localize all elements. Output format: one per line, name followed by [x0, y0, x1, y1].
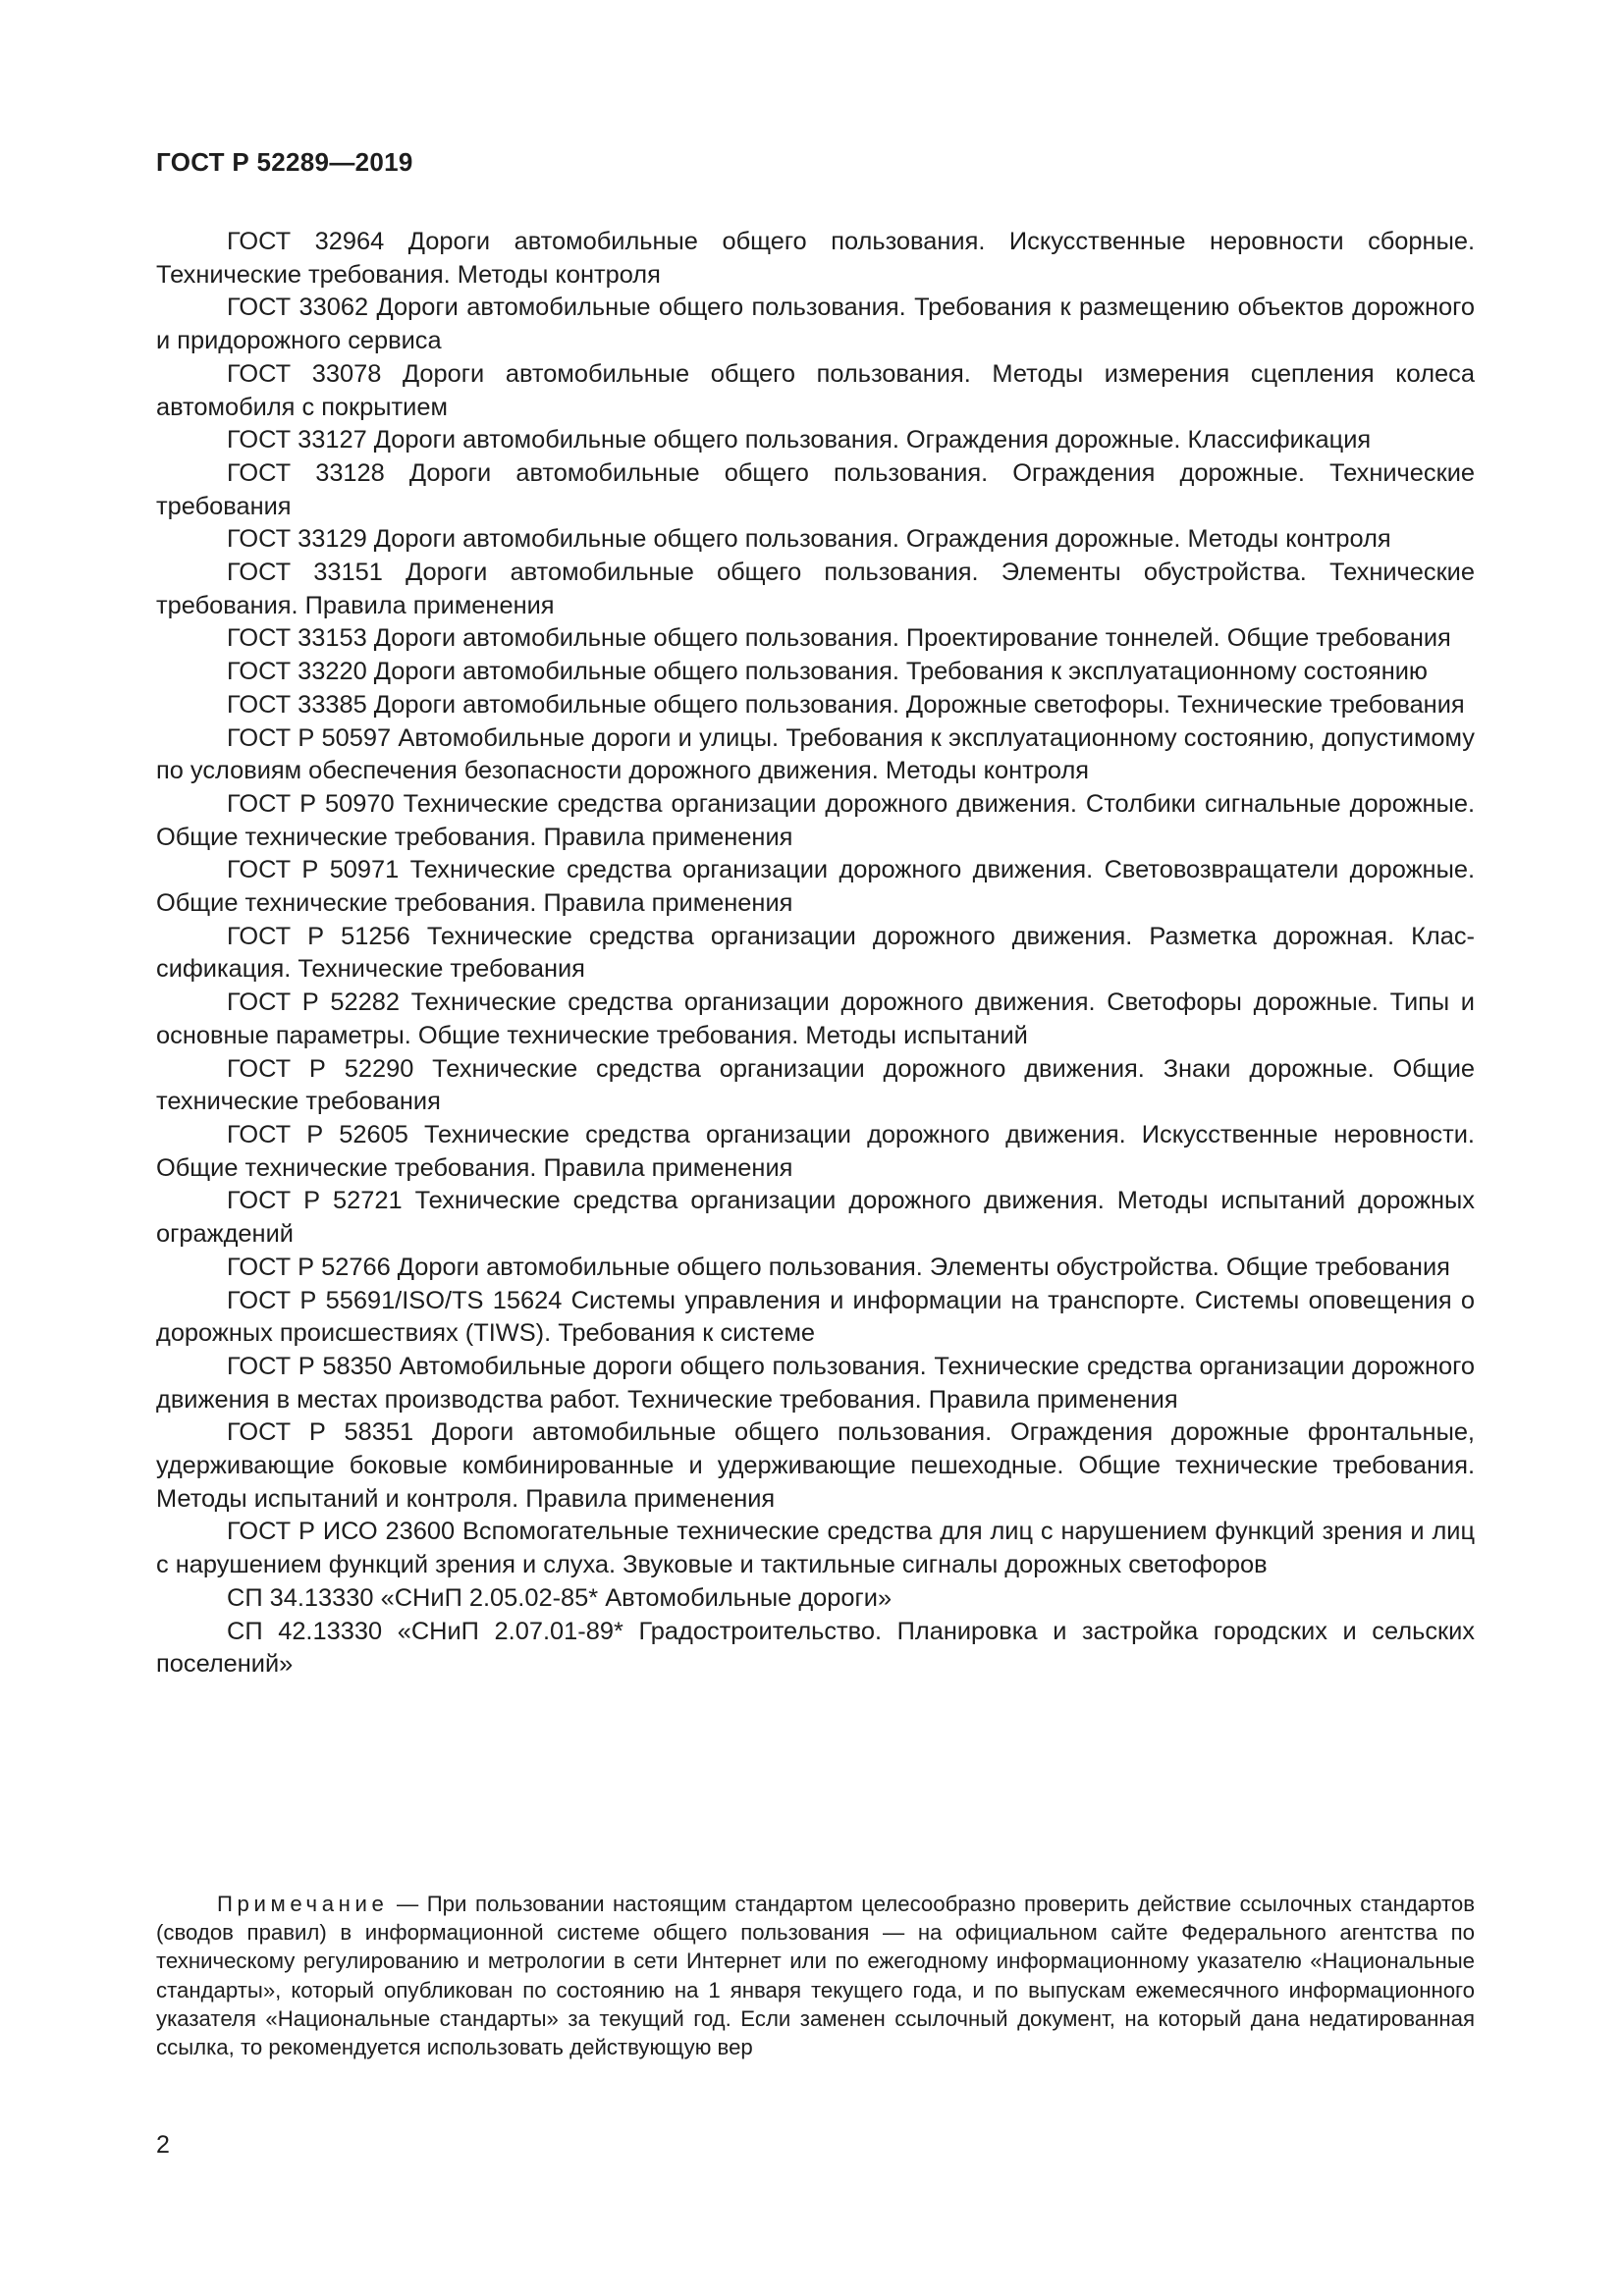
reference-item: ГОСТ 33220 Дороги автомобильные общего пользования. Требования к эксплуатационному состоянию: [227, 658, 1428, 686]
reference-item: ГОСТ 33128 Дороги автомобильные общего пользования. Ограждения дорожные. Технические требования: [156, 458, 1475, 520]
page-number: 2: [156, 2131, 170, 2159]
reference-item: ГОСТ Р ИСО 23600 Вспомогательные технические средства для лиц с нарушением функций зрения и лиц с нарушением функций зрения и слуха. Звуковые и тактильные сигналы дорожных светофоров: [156, 1518, 1475, 1579]
document-header: ГОСТ Р 52289—2019: [156, 147, 413, 177]
reference-item: ГОСТ 33385 Дороги автомобильные общего пользования. Дорожные светофоры. Технические требования: [227, 690, 1465, 719]
reference-item: ГОСТ Р 58350 Автомобильные дороги общего пользования. Технические средства организации дорожного движения в местах производства работ. Технические требования. Правила применения: [156, 1352, 1475, 1414]
reference-item: ГОСТ 33129 Дороги автомобильные общего пользования. Ограждения дорожные. Методы контроля: [227, 525, 1391, 554]
note-paragraph: [156, 1890, 1475, 2061]
reference-item: ГОСТ 33127 Дороги автомобильные общего пользования. Ограждения дорожные. Классификация: [227, 426, 1372, 454]
reference-item: ГОСТ 33062 Дороги автомобильные общего пользования. Требования к размещению объектов дорожного и придорожного сервиса: [156, 294, 1475, 355]
reference-item: ГОСТ Р 51256 Технические средства организации дорожного движения. Разметка дорожная. Классификация. Технические требования: [156, 922, 1475, 984]
note-label: Примечание: [217, 1892, 389, 1916]
reference-item: ГОСТ 33078 Дороги автомобильные общего пользования. Методы измерения сцепления колеса автомобиля с покрытием: [156, 359, 1475, 421]
reference-item: ГОСТ Р 50971 Технические средства организации дорожного движения. Световозвращатели дорожные. Общие технические требования. Правила применения: [156, 856, 1475, 918]
reference-item: ГОСТ 33153 Дороги автомобильные общего пользования. Проектирование тоннелей. Общие требования: [227, 624, 1451, 653]
note-text: — При пользовании настоящим стандартом целесообразно проверить действие ссылочных стандартов (сводов правил) в информационной системе общего пользования — на официальном сайте Федерального агентства по техническому регулированию и метрологии в сети Интернет или по ежегодному информационному указателю «Национальные стандарты», который опубликован по состоянию на 1 января текущего года, и по выпускам ежемесячного информационного указателя «Национальные стандарты» за текущий год. Если заменен ссылочный документ, на который дана недатированная ссылка, то рекомендуется использовать действующую вер: [156, 1892, 1475, 2060]
reference-item: ГОСТ 33151 Дороги автомобильные общего пользования. Элементы обустройства. Технические требования. Правила применения: [156, 559, 1475, 619]
reference-item: ГОСТ Р 50970 Технические средства организации дорожного движения. Столбики сигнальные дорожные. Общие технические требования. Правила применения: [156, 789, 1475, 851]
reference-item: СП 34.13330 «СНиП 2.05.02-85* Автомобильные дороги»: [227, 1583, 893, 1612]
reference-item: ГОСТ Р 52721 Технические средства организации дорожного движения. Методы испытаний дорожных ограждений: [156, 1187, 1475, 1249]
reference-item: ГОСТ Р 52605 Технические средства организации дорожного движения. Искусственные неровности. Общие технические требования. Правила применения: [156, 1120, 1475, 1182]
reference-item: ГОСТ Р 55691/ISO/TS 15624 Системы управления и информации на транспорте. Системы оповещения о дорожных происшествиях (TIWS). Требования к системе: [156, 1286, 1475, 1348]
reference-item: ГОСТ Р 58351 Дороги автомобильные общего пользования. Ограждения дорожные фронтальные, удерживающие боковые комбинированные и удерживающие пешеходные. Общие технические требования. Методы испытаний и контроля. Правила применения: [156, 1418, 1475, 1513]
reference-item: ГОСТ Р 50597 Автомобильные дороги и улицы. Требования к эксплуатационному состоянию, допустимому по условиям обеспечения безопасности дорожного движения. Методы контроля: [156, 723, 1475, 785]
normative-references-list: [156, 226, 1475, 1682]
reference-item: ГОСТ 32964 Дороги автомобильные общего пользования. Искусственные неровности сборные. Технические требования. Методы контроля: [156, 228, 1475, 289]
reference-item: ГОСТ Р 52766 Дороги автомобильные общего пользования. Элементы обустройства. Общие требования: [227, 1253, 1450, 1281]
reference-item: СП 42.13330 «СНиП 2.07.01-89* Градостроительство. Планировка и застройка городских и сельских поселений»: [156, 1617, 1475, 1679]
reference-item: ГОСТ Р 52290 Технические средства организации дорожного движения. Знаки дорожные. Общие технические требования: [156, 1054, 1475, 1116]
reference-item: ГОСТ Р 52282 Технические средства организации дорожного движения. Светофоры дорожные. Типы и основные параметры. Общие технические требования. Методы испытаний: [156, 988, 1475, 1049]
